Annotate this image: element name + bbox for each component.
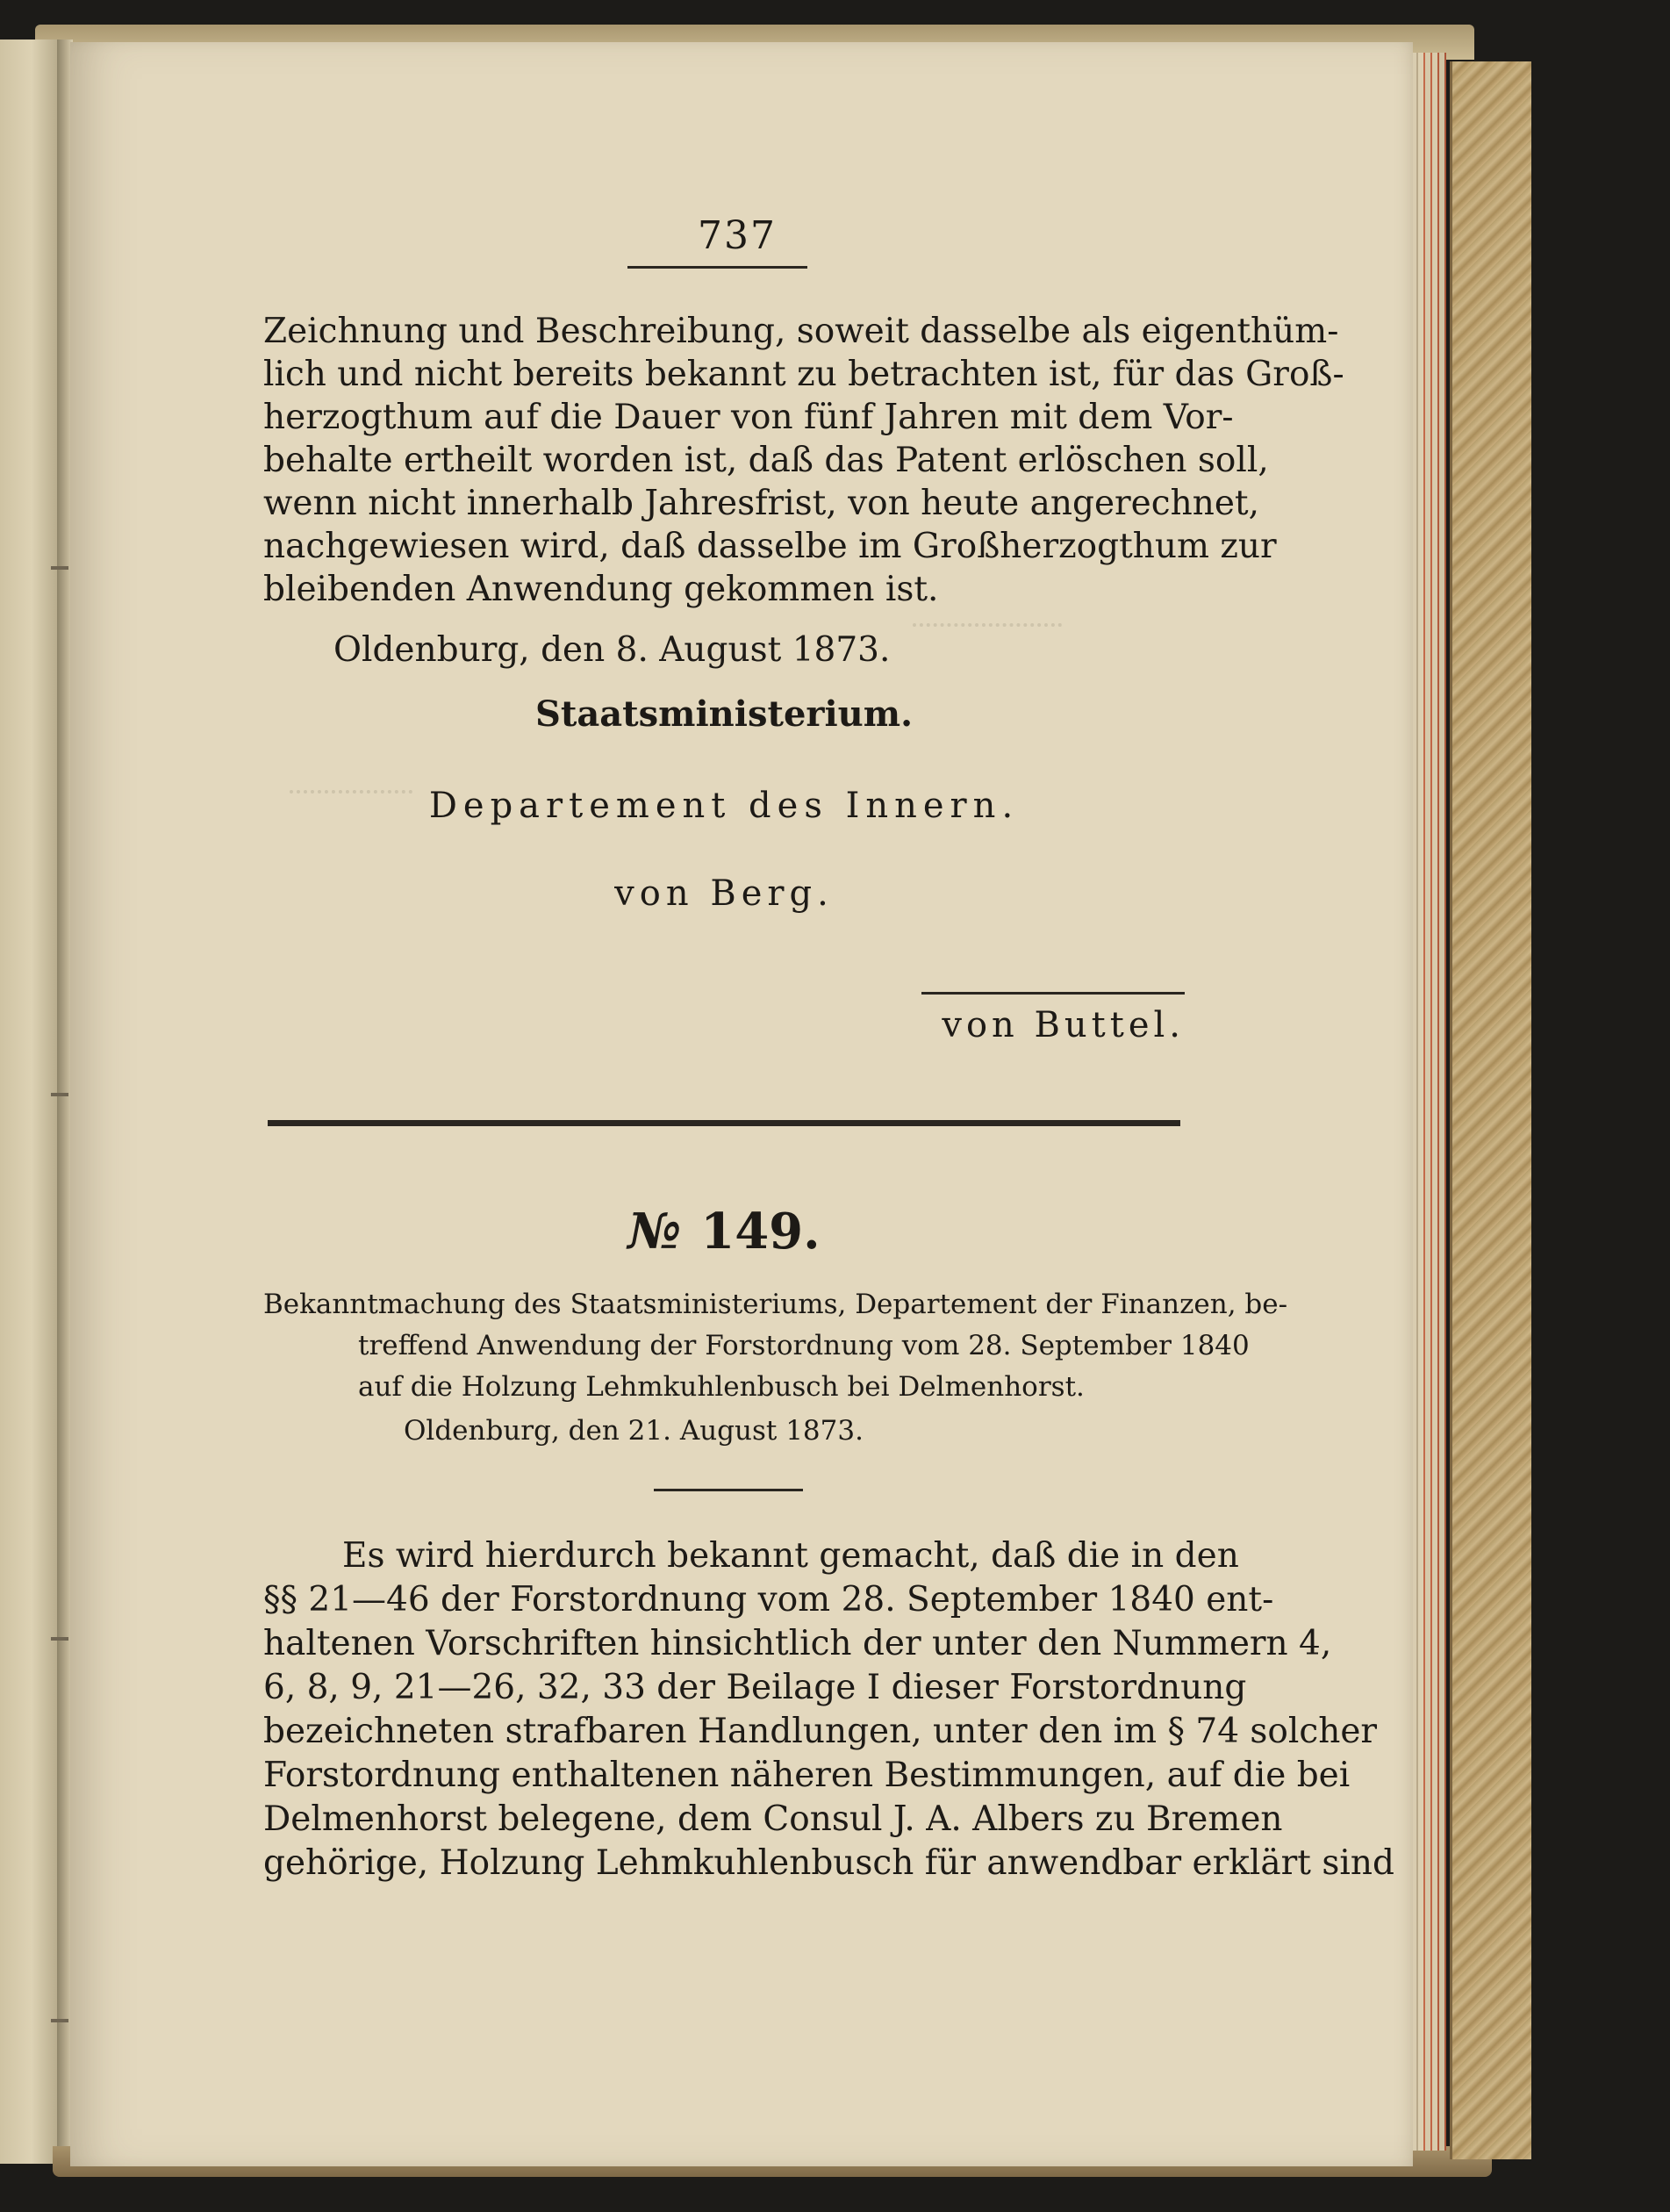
text-line: Delmenhorst belegene, dem Consul J. A. Albers zu Bremen — [263, 1799, 1283, 1839]
text-line: haltenen Vorschriften hinsichtlich der unter den Nummern 4, — [263, 1624, 1332, 1663]
heading-date: Oldenburg, den 21. August 1873. — [404, 1415, 864, 1447]
page-stack-edge — [1425, 53, 1432, 2151]
text-line: bleibenden Anwendung gekommen ist. — [263, 570, 939, 609]
text-line: gehörige, Holzung Lehmkuhlenbusch für anwendbar erklärt sind — [263, 1843, 1394, 1883]
heading-rule — [654, 1489, 803, 1491]
binding-stitch — [51, 1093, 68, 1096]
text-line: Es wird hierdurch bekannt gemacht, daß die in den — [342, 1536, 1239, 1576]
page-stack-edge — [1432, 53, 1439, 2151]
section-number — [268, 1203, 1180, 1260]
text-line: wenn nicht innerhalb Jahresfrist, von heute angerechnet, — [263, 484, 1259, 523]
text-line: bezeichneten strafbaren Handlungen, unter den im § 74 solcher — [263, 1712, 1378, 1751]
text-line: herzogthum auf die Dauer von fünf Jahren mit dem Vor- — [263, 398, 1234, 437]
page-number: 737 — [698, 213, 777, 258]
text-line: lich und nicht bereits bekannt zu betrachten ist, für das Groß- — [263, 355, 1344, 394]
numero-sign: № — [627, 1203, 682, 1260]
text-line: nachgewiesen wird, daß dasselbe im Großherzogthum zur — [263, 527, 1277, 566]
page-stack-edge — [1418, 53, 1425, 2151]
heading-line: Bekanntmachung des Staatsministeriums, Departement der Finanzen, be- — [263, 1289, 1288, 1320]
heading-line: treffend Anwendung der Forstordnung vom 28. September 1840 — [358, 1330, 1250, 1361]
left-page-strip — [0, 40, 60, 2164]
ministry-name: Staatsministerium. — [534, 693, 914, 735]
text-line: §§ 21—46 der Forstordnung vom 28. September 1840 ent- — [263, 1580, 1274, 1620]
signature-buttel: von Buttel. — [942, 1005, 1185, 1045]
date-line: Oldenburg, den 8. August 1873. — [333, 630, 891, 670]
binding-stitch — [51, 2019, 68, 2022]
department-name: Departement des Innern. — [428, 786, 1020, 826]
signature-berg: von Berg. — [614, 873, 834, 914]
binding-stitch — [51, 1637, 68, 1641]
page-stack-edge — [1439, 53, 1446, 2151]
section-divider — [268, 1120, 1180, 1126]
heading-line: auf die Holzung Lehmkuhlenbusch bei Delmenhorst. — [358, 1371, 1085, 1403]
binding-stitch — [51, 566, 68, 570]
text-line: behalte ertheilt worden ist, daß das Patent erlöschen soll, — [263, 441, 1269, 480]
text-line: Forstordnung enthaltenen näheren Bestimmungen, auf die bei — [263, 1756, 1351, 1795]
section-number-value: 149. — [700, 1203, 821, 1260]
header-rule — [627, 266, 807, 269]
marbled-cover-edge — [1450, 61, 1531, 2159]
text-line: Zeichnung und Beschreibung, soweit dasselbe als eigenthüm- — [263, 312, 1339, 351]
text-line: 6, 8, 9, 21—26, 32, 33 der Beilage I dieser Forstordnung — [263, 1668, 1247, 1707]
signature-rule — [921, 992, 1185, 995]
